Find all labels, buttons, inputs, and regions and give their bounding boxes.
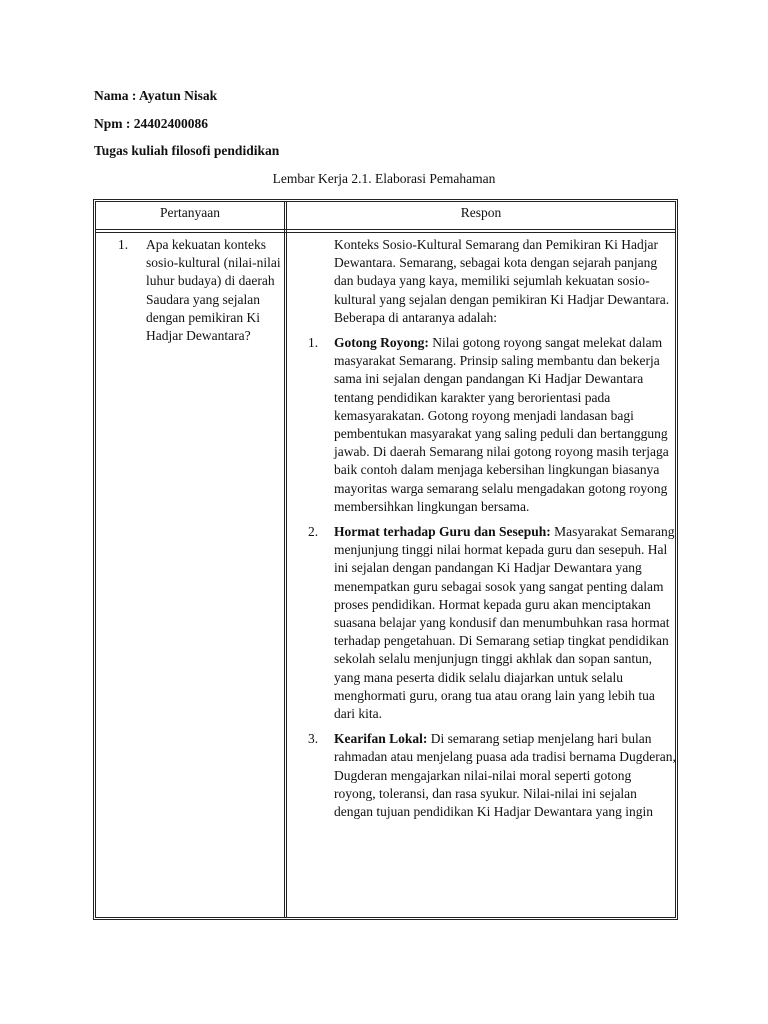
list-item-number: 3. (308, 731, 319, 747)
question-text: Apa kekuatan konteks sosio-kultural (nilai-nilai luhur budaya) di daerah Saudara yang sejalan dengan pemikiran Ki Hadjar Dewantara? (146, 237, 281, 344)
list-item-title: Hormat terhadap Guru dan Sesepuh: (334, 524, 551, 540)
task-title: Tugas kuliah filosofi pendidikan (94, 143, 280, 158)
column-divider (284, 202, 287, 917)
list-item (290, 523, 676, 723)
question-number: 1. (118, 237, 129, 252)
list-item-title: Kearifan Lokal: (334, 731, 428, 747)
list-item-title: Gotong Royong: (334, 335, 429, 351)
header-divider (96, 229, 675, 233)
list-item (290, 730, 676, 821)
student-npm: Npm : 24402400086 (94, 116, 208, 131)
list-item-text: Di semarang setiap menjelang hari bulan rahmadan atau menjelang puasa ada tradisi bernama Dugderan, Dugderan mengajarkan nilai-nilai moral seperti gotong royong, toleransi, dan rasa syukur. Nilai-nilai ini sejalan dengan tujuan pendidikan Ki Hadjar Dewantara yang ingin (334, 731, 676, 820)
student-name: Nama : Ayatun Nisak (94, 88, 218, 103)
list-item-text: Nilai gotong royong sangat melekat dalam masyarakat Semarang. Prinsip saling membantu dan bekerja sama ini sejalan dengan pandangan Ki Hadjar Dewantara tentang pendidikan karakter yang berorientasi pada kemasyarakatan. Gotong royong menjadi landasan bagi pembentukan masyarakat yang saling peduli dan bertanggung jawab. Di daerah Semarang nilai gotong royong masih terjaga baik contoh dalam menjaga kebersihan lingkungan biasanya mayoritas warga semarang selalu mengadakan gotong royong membersihkan lingkungan bersama. (334, 335, 669, 514)
list-item-body (334, 730, 676, 821)
column-header-response: Respon (460, 205, 502, 220)
list-item-body (334, 334, 676, 516)
list-item-text: Masyarakat Semarang menjunjung tinggi nilai hormat kepada guru dan sesepuh. Hal ini sejalan dengan pandangan Ki Hadjar Dewantara yang menempatkan guru sebagai sosok yang sangat penting dalam proses pendidikan. Hormat kepada guru akan menciptakan suasana belajar yang kondusif dan menumbuhkan rasa hormat terhadap pengetahuan. Di Semarang setiap tingkat pendidikan sekolah selalu menjunjugn tinggi akhlak dan sopan santun, yang mana peserta didik selalu diajarkan untuk selalu menghormati guru, orang tua atau orang lain yang lebih tua dari kita. (334, 524, 675, 722)
list-item (290, 334, 676, 516)
list-item-number: 2. (308, 524, 319, 540)
response-intro: Konteks Sosio-Kultural Semarang dan Pemikiran Ki Hadjar Dewantara. Semarang, sebagai kota dengan sejarah panjang dan budaya yang kaya, memiliki sejumlah kekuatan sosio-kultural yang sejalan dengan pemikiran Ki Hadjar Dewantara. Beberapa di antaranya adalah: (334, 237, 670, 325)
list-item-body (334, 523, 676, 723)
worksheet-subtitle: Lembar Kerja 2.1. Elaborasi Pemahaman (272, 171, 496, 186)
list-item-number: 1. (308, 335, 319, 351)
response-cell (290, 236, 676, 821)
worksheet-table (93, 199, 678, 920)
column-header-question: Pertanyaan (160, 205, 220, 220)
